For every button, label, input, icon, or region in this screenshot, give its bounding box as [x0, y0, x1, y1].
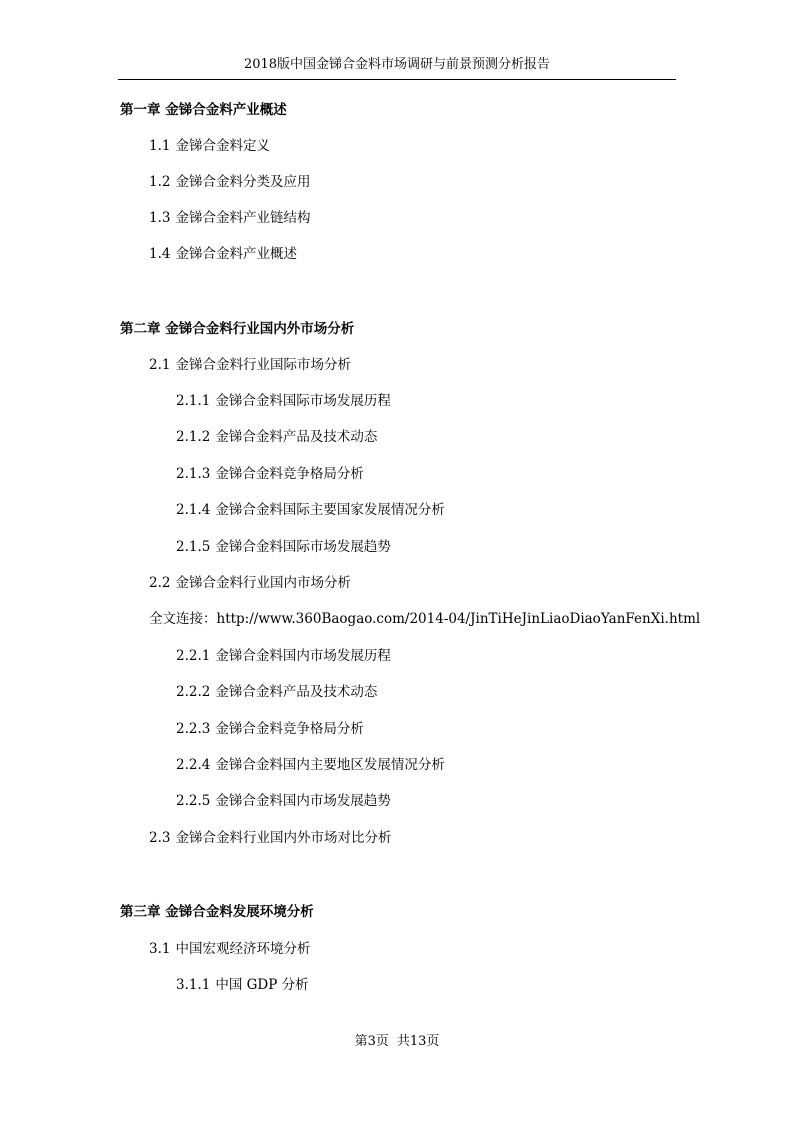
toc-item-number: 1.4 [149, 246, 171, 262]
toc-item-number: 1.2 [149, 174, 171, 190]
toc-item-title: 中国宏观经济环境分析 [175, 941, 311, 957]
toc-item-title: 金锑合金料国内市场发展趋势 [215, 793, 391, 809]
toc-item-1-2 [149, 173, 310, 191]
toc-item-title: 金锑合金料产业概述 [175, 246, 297, 262]
toc-item-number: 2.2 [149, 575, 171, 591]
toc-item-title: 金锑合金料产品及技术动态 [215, 429, 378, 445]
toc-item-2-2 [149, 574, 351, 592]
toc-item-title: 金锑合金料定义 [175, 138, 270, 154]
page-header-title: 2018版中国金锑合金料市场调研与前景预测分析报告 [243, 57, 551, 72]
toc-item-number: 2.2.4 [176, 757, 211, 773]
toc-item-number: 2.1.5 [176, 539, 211, 555]
toc-item-number: 2.2.2 [176, 684, 211, 700]
toc-item-number: 2.1.4 [176, 502, 211, 518]
toc-item-2-2-1 [176, 647, 391, 665]
toc-item-2-1 [149, 356, 351, 374]
toc-item-2-1-3 [176, 465, 364, 483]
toc-item-title: 金锑合金料行业国内外市场对比分析 [175, 830, 392, 846]
toc-item-number: 2.2.3 [176, 721, 211, 737]
toc-item-number: 1.3 [149, 210, 171, 226]
full-text-link-url[interactable]: http://www.360Baogao.com/2014-04/JinTiHeJinLiaoDiaoYanFenXi.html [216, 611, 701, 627]
toc-item-2-3 [149, 829, 391, 847]
page-total: 共13页 [396, 1034, 440, 1049]
toc-item-title: 金锑合金料分类及应用 [175, 174, 311, 190]
chapter-1-heading: 第一章 金锑合金料产业概述 [120, 102, 287, 118]
toc-item-number: 2.1.1 [176, 393, 211, 409]
toc-item-1-3 [149, 209, 310, 227]
toc-item-title: 金锑合金料国际市场发展历程 [215, 393, 391, 409]
toc-item-title: 金锑合金料产品及技术动态 [215, 684, 378, 700]
toc-item-1-4 [149, 245, 297, 263]
toc-item-title: 金锑合金料国际主要国家发展情况分析 [215, 502, 445, 518]
toc-item-2-2-5 [176, 792, 391, 810]
toc-item-title: 金锑合金料竞争格局分析 [215, 466, 364, 482]
chapter-2-heading: 第二章 金锑合金料行业国内外市场分析 [120, 321, 355, 337]
toc-item-title: 中国 GDP 分析 [215, 977, 309, 993]
toc-item-3-1 [149, 940, 310, 958]
toc-item-number: 2.2.5 [176, 793, 211, 809]
toc-item-2-2-3 [176, 720, 364, 738]
toc-item-title: 金锑合金料国内主要地区发展情况分析 [215, 757, 445, 773]
toc-item-number: 2.2.1 [176, 648, 211, 664]
page-number: 第3页 [354, 1034, 389, 1049]
toc-item-3-1-1 [176, 976, 309, 994]
toc-item-title: 金锑合金料国内市场发展历程 [215, 648, 391, 664]
toc-item-2-1-1 [176, 392, 391, 410]
toc-item-2-1-5 [176, 538, 391, 556]
toc-item-title: 金锑合金料国际市场发展趋势 [215, 539, 391, 555]
toc-item-number: 2.3 [149, 830, 171, 846]
toc-item-number: 3.1.1 [176, 977, 211, 993]
toc-item-number: 2.1.3 [176, 466, 211, 482]
toc-item-2-2-2 [176, 683, 377, 701]
toc-item-title: 金锑合金料行业国际市场分析 [175, 357, 351, 373]
toc-item-2-2-4 [176, 756, 445, 774]
header-divider [118, 79, 676, 80]
page-footer [0, 1033, 794, 1051]
chapter-3-heading: 第三章 金锑合金料发展环境分析 [120, 904, 314, 920]
toc-item-number: 2.1.2 [176, 429, 211, 445]
toc-item-title: 金锑合金料竞争格局分析 [215, 721, 364, 737]
toc-item-number: 2.1 [149, 357, 171, 373]
toc-item-number: 1.1 [149, 138, 171, 154]
full-text-link-line [149, 610, 700, 628]
full-text-link-label: 全文连接： [149, 611, 217, 627]
toc-item-number: 3.1 [149, 941, 171, 957]
toc-item-title: 金锑合金料产业链结构 [175, 210, 311, 226]
toc-item-1-1 [149, 137, 270, 155]
toc-item-2-1-4 [176, 501, 445, 519]
toc-item-2-1-2 [176, 428, 377, 446]
toc-item-title: 金锑合金料行业国内市场分析 [175, 575, 351, 591]
